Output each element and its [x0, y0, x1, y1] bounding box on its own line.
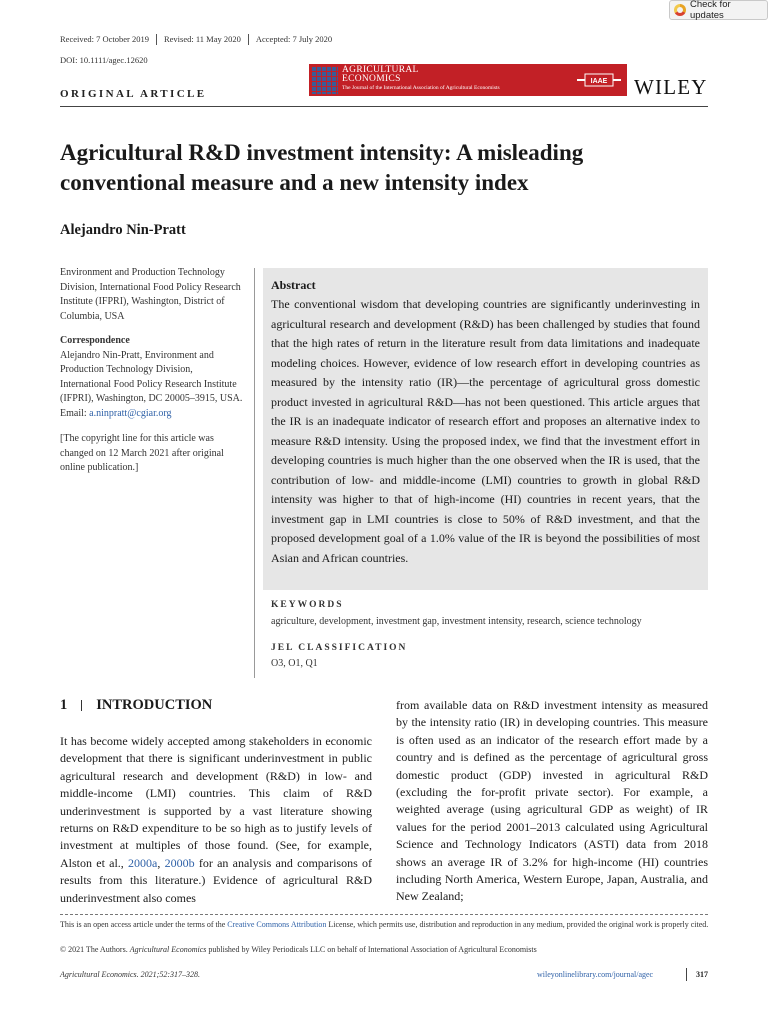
footer-separator [686, 968, 687, 981]
check-for-updates-label: Check for updates [689, 0, 731, 21]
correspondence-email [60, 407, 245, 422]
footer-url[interactable]: wileyonlinelibrary.com/journal/agec [537, 970, 654, 979]
intro-paragraph-1 [60, 733, 372, 907]
journal-name-line1: AGRICULTURAL [342, 65, 419, 75]
footnote-divider [60, 914, 708, 915]
journal-grid-logo [311, 66, 338, 94]
section-heading [60, 697, 212, 714]
correspondence-heading: Correspondence [60, 335, 130, 346]
correspondence-text: Alejandro Nin-Pratt, Environment and Production Technology Division, International Food Policy Research Institute (IFPRI), Washington, DC 20005–3915, USA. [60, 349, 243, 404]
license-note [60, 919, 710, 930]
license-text-a: This is an open access article under the terms of the [60, 920, 228, 929]
affiliation-column [60, 266, 245, 476]
article-type: ORIGINAL ARTICLE [60, 88, 207, 100]
page-number: 317 [696, 970, 708, 979]
check-for-updates-button[interactable] [669, 0, 768, 20]
license-text-b: License, which permits use, distribution and reproduction in any medium, provided the original work is properly cited. [326, 920, 709, 929]
doi[interactable]: DOI: 10.1111/agec.12620 [60, 55, 148, 65]
jel-heading: JEL CLASSIFICATION [271, 643, 408, 653]
citation-separator: , [157, 855, 165, 870]
received-date: Received: 7 October 2019 [60, 34, 149, 44]
iaae-logo-text: IAAE [590, 78, 608, 85]
footer-citation: Agricultural Economics. 2021;52:317–328. [60, 970, 200, 979]
citation-link-2000a[interactable]: 2000a [128, 855, 158, 870]
creative-commons-link[interactable]: Creative Commons Attribution [227, 920, 327, 929]
intro-text-b: for an analysis and comparisons of results from this literature.) Evidence of agricultural R&D underinvestment also comes [60, 855, 373, 905]
email-link[interactable]: a.ninpratt@cgiar.org [89, 407, 172, 419]
article-dates [60, 34, 339, 45]
intro-text-a: It has become widely accepted among stakeholders in economic development that there is significant underinvestment in public agricultural research and development (R&D) in low- and middle-income (LMI) countries. This claim of R&D underinvestment is supported by a vast literature showing returns on R&D expenditure to be so high as to justify levels of investment at multiples of those found. (See, for example, Alston et al., [60, 734, 372, 870]
copyright-text-a: © 2021 The Authors. [60, 945, 130, 954]
column-divider [254, 268, 255, 678]
jel-text: O3, O1, Q1 [271, 658, 318, 669]
abstract-heading: Abstract [271, 278, 316, 292]
citation-link-2000b[interactable]: 2000b [164, 855, 195, 870]
revised-date: Revised: 11 May 2020 [156, 34, 248, 45]
journal-banner[interactable] [309, 64, 627, 96]
publisher-logo[interactable]: WILEY [634, 75, 708, 99]
section-separator [81, 700, 82, 711]
header-rule [60, 106, 708, 107]
body-column-left [60, 733, 372, 907]
copyright-text-b: published by Wiley Periodicals LLC on behalf of International Association of Agricultural Economists [206, 945, 537, 954]
journal-name-line2: ECONOMICS [342, 74, 401, 84]
copyright-line [60, 944, 710, 955]
copyright-journal: Agricultural Economics [129, 945, 207, 954]
affiliation: Environment and Production Technology Division, International Food Policy Research Institute (IFPRI), Washington, District of Columbia, USA [60, 267, 241, 322]
journal-subtitle: The Journal of the International Association of Agricultural Economists [342, 85, 500, 91]
email-label: Email: [60, 407, 90, 419]
accepted-date: Accepted: 7 July 2020 [248, 34, 339, 45]
intro-paragraph-2: from available data on R&D investment intensity as measured by the intensity ratio (IR) in developing countries. This measure is often used as an indicator of the research effort made by a country and is defined as the percentage of agricultural gross domestic product (GDP) invested in agricultural R&D (excluding the for-profit private sector). For example, a weighted average (using agricultural GDP as weight) of IR values for the period 2001–2013 calculated using Agricultural Science and Technology Indicators (ASTI) data from 2018 shows an average IR of 3.2% for high-income (HI) countries including North America, Western Europe, Japan, Australia, and New Zealand; [396, 698, 708, 904]
copyright-note: [The copyright line for this article was changed on 12 March 2021 after original online publication.] [60, 433, 224, 473]
abstract-text: The conventional wisdom that developing countries are significantly underinvesting in agricultural research and development (R&D) has been challenged by studies that found that the high rates of return in the literature result from data limitations and inadequate modeling choices. However, evidence of low research effort in developing countries as measured by the intensity ratio (IR)—the percentage of agricultural gross domestic product invested in agricultural R&D—has not been questioned. This article argues that the IR is an inadequate indicator of research effort and proposes an alternative index to measure R&D intensity. Using the proposed index, we find that the investment effort in developing countries is much higher than the one observed when the IR is used, that the contribution of low- and middle-income (LMI) countries to growth in global R&D intensity was higher to that of high-income (HI) countries in recent years, that the investment gap in LMI countries is close to 50% of R&D investment, and that the proposed development goal of a 1.0% value of the IR is beyond the possibilities of most Asian and African countries. [271, 297, 700, 565]
body-column-right [396, 697, 708, 906]
updates-icon [674, 4, 686, 16]
keywords-heading: KEYWORDS [271, 600, 344, 610]
section-number: 1 [60, 697, 68, 713]
author-name[interactable]: Alejandro Nin-Pratt [60, 222, 186, 238]
section-title: INTRODUCTION [96, 697, 213, 713]
keywords-text: agriculture, development, investment gap, investment intensity, research, science technology [271, 616, 642, 627]
article-title: Agricultural R&D investment intensity: A misleading conventional measure and a new intensity index [60, 140, 584, 195]
iaae-logo-icon [577, 72, 621, 88]
abstract-box [263, 268, 708, 590]
